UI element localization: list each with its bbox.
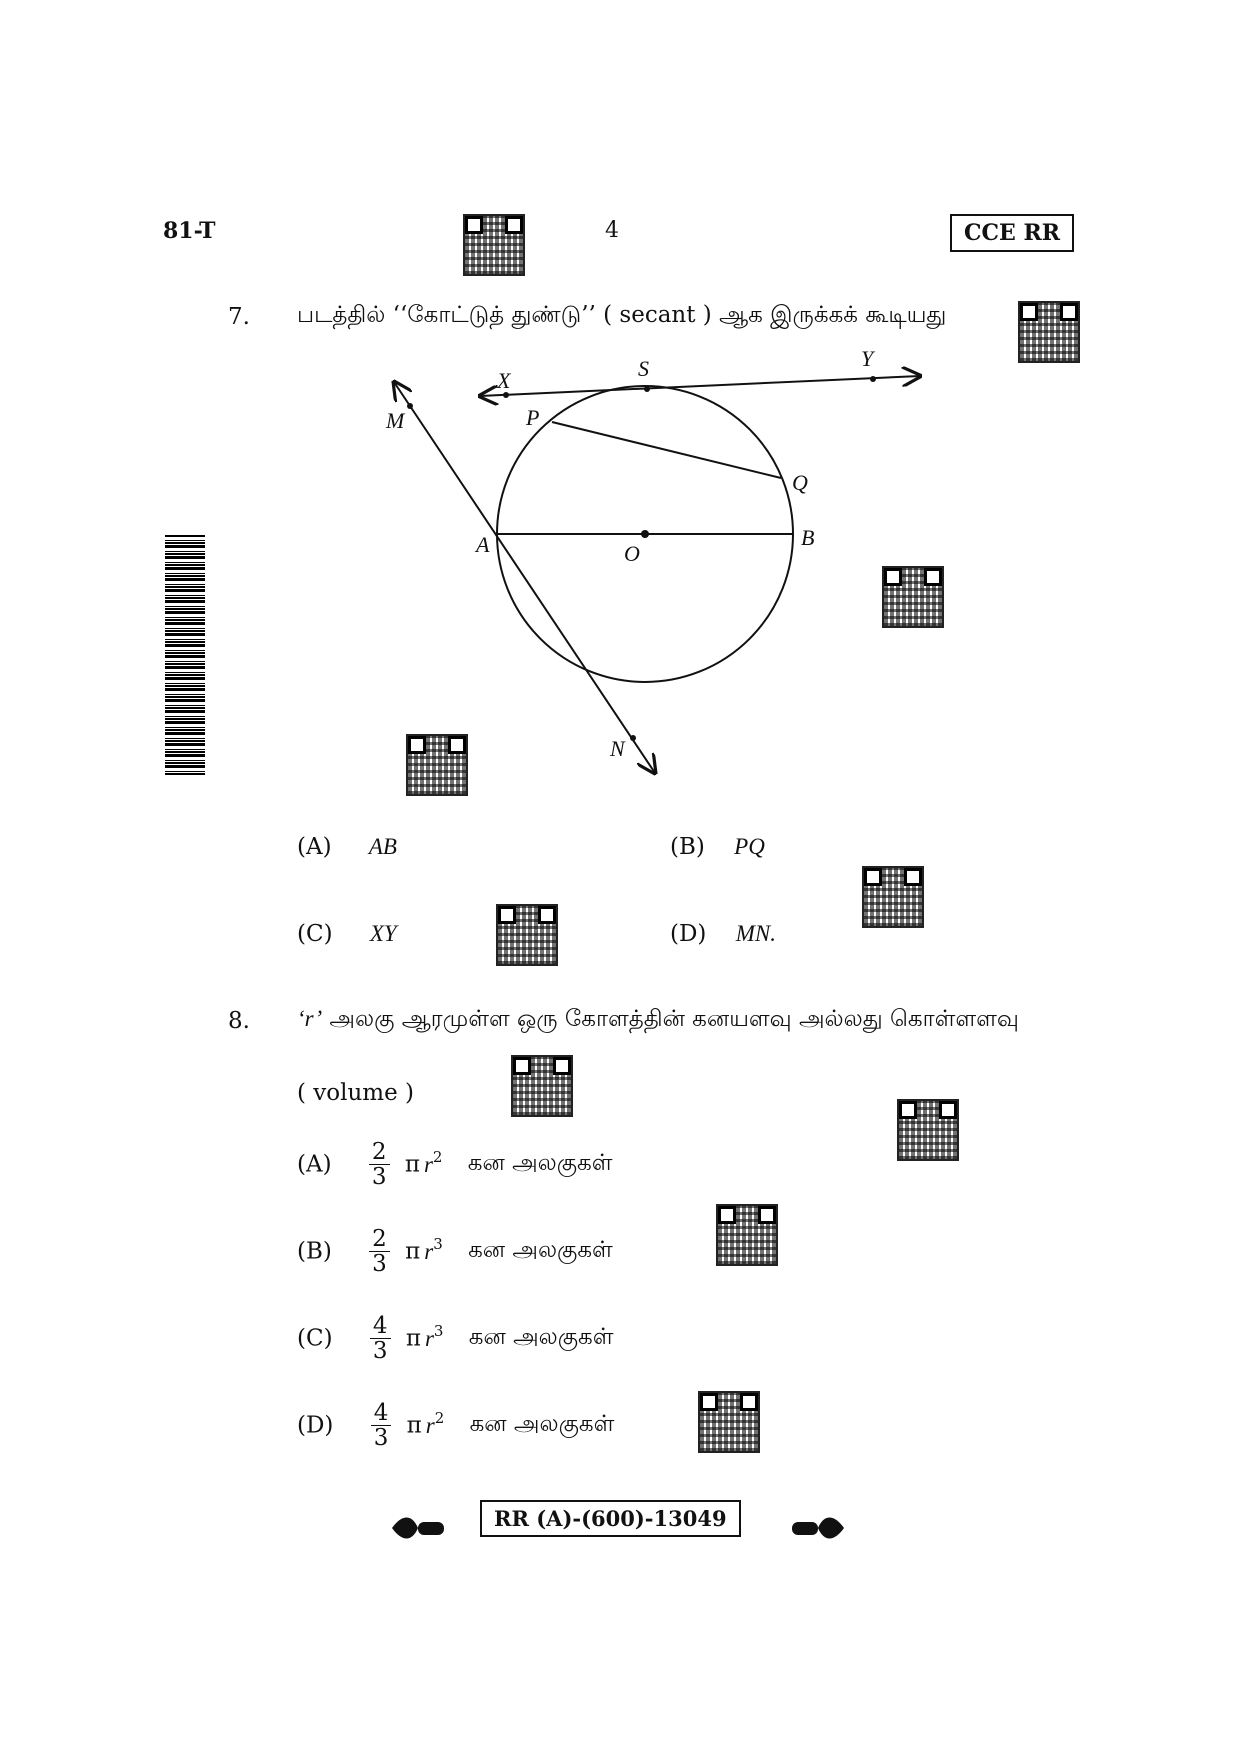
label-o: O [624,541,640,566]
label-p: P [526,405,540,430]
left-ornament-icon [388,1510,448,1546]
label-m: M [386,408,405,433]
label-n: N [610,736,625,761]
qr-code [864,868,922,926]
fraction [369,1227,390,1276]
pi-symbol: π [405,1238,421,1265]
paper-badge: CCE RR [950,214,1074,252]
option-letter: (C) [297,921,333,947]
q8-variable: ‘r’ [297,1006,323,1031]
exponent: 2 [432,1147,443,1166]
unit-text: கன அலகுகள் [469,1411,615,1438]
point-y [870,376,876,382]
fraction [370,1314,391,1363]
option-letter: (D) [670,921,707,947]
q7-option-d[interactable] [670,921,776,947]
exponent: 2 [434,1408,445,1427]
fraction [369,1140,390,1189]
label-s: S [638,356,649,381]
fraction [371,1401,392,1450]
radius-var: r [424,1238,434,1264]
chord-pq [552,422,781,478]
paper-code: 81-T [163,218,216,244]
qr-code [700,1393,758,1451]
exponent: 3 [433,1234,443,1253]
q7-text: படத்தில் ‘‘கோட்டுத் துண்டு’’ ( secant ) ஆக இருக்கக் கூடியது [297,302,947,328]
q7-option-c[interactable] [297,921,397,947]
pi-symbol: π [404,1151,420,1178]
option-letter: (B) [670,834,705,860]
q8-option-a[interactable] [297,1140,613,1189]
option-letter: (B) [297,1238,332,1265]
unit-text: கன அலகுகள் [468,1324,614,1351]
qr-code [718,1206,776,1264]
radius-var: r [425,1412,435,1438]
footer-code: RR (A)-(600)-13049 [480,1500,741,1537]
point-m [407,403,413,409]
radius-var: r [423,1151,433,1177]
pi-symbol: π [406,1412,422,1439]
qr-code [513,1057,571,1115]
tangent-line-xy [480,376,920,396]
option-value: AB [368,834,397,859]
label-y: Y [861,346,874,371]
q7-number: 7. [228,304,250,330]
q8-text-body: அலகு ஆரமுள்ள ஒரு கோளத்தின் கனயளவு அல்லது கொள்ளளவு [322,1006,1019,1032]
label-b: B [801,525,815,550]
qr-code [884,568,942,626]
q8-option-c[interactable] [297,1314,614,1363]
pi-symbol: π [405,1325,421,1352]
q7-option-b[interactable] [670,834,765,860]
qr-code [498,906,556,964]
option-letter: (D) [297,1412,334,1439]
q8-text [297,1006,1019,1035]
center-point [641,530,649,538]
point-n [630,735,636,741]
label-a: A [476,532,490,557]
secant-line-mn [394,382,655,773]
denominator: 3 [372,1338,388,1365]
numerator: 2 [369,1227,390,1252]
option-letter: (A) [297,1151,332,1178]
q7-option-a[interactable] [297,834,397,860]
unit-text: கன அலகுகள் [468,1237,613,1264]
q8-number: 8. [228,1008,250,1034]
qr-code [408,736,466,794]
q8-subtext: ( volume ) [297,1080,414,1106]
option-value: PQ [734,834,765,859]
option-value: XY [369,921,397,946]
numerator: 4 [370,1314,391,1339]
circle-figure [0,0,1240,800]
denominator: 3 [371,1164,387,1191]
q8-option-d[interactable] [297,1401,614,1450]
label-x: X [497,368,511,393]
unit-text: கன அலகுகள் [467,1150,613,1177]
point-s [644,386,650,392]
exponent: 3 [433,1321,444,1340]
denominator: 3 [372,1251,387,1278]
option-letter: (A) [297,834,332,860]
option-letter: (C) [297,1325,333,1352]
radius-var: r [424,1325,434,1351]
q8-option-b[interactable] [297,1227,613,1276]
qr-code [899,1101,957,1159]
numerator: 4 [371,1401,392,1426]
label-q: Q [792,470,808,495]
option-value: MN. [735,921,776,946]
numerator: 2 [369,1140,390,1165]
right-ornament-icon [788,1510,848,1546]
page-number: 4 [605,218,619,243]
denominator: 3 [373,1425,389,1452]
